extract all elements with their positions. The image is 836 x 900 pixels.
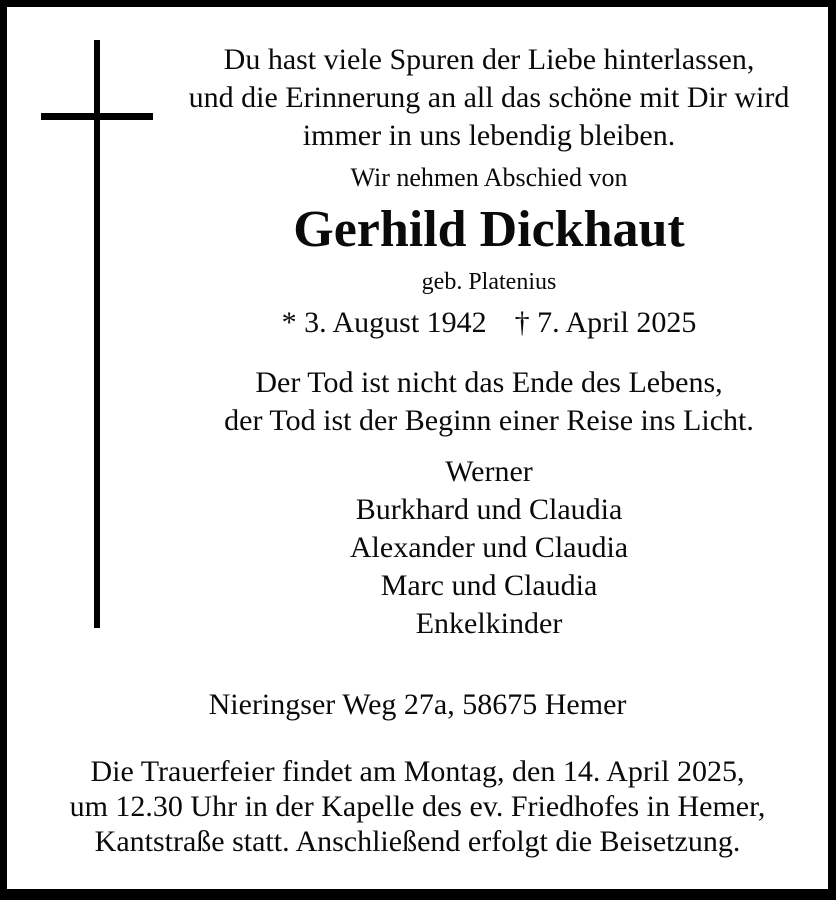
maiden-name: geb. Platenius — [421, 269, 557, 295]
mourner-name: Enkelkinder — [415, 607, 563, 640]
opening-verse-line: und die Erinnerung an all das schöne mit Dir wird — [188, 81, 790, 114]
funeral-details-line: Kantstraße statt. Anschließend erfolgt die Beisetzung. — [94, 825, 741, 858]
mourner-name: Marc und Claudia — [380, 569, 598, 602]
funeral-details-line: Die Trauerfeier findet am Montag, den 14. April 2025, — [90, 755, 745, 788]
mourners-list — [150, 453, 828, 643]
funeral-details-line: um 12.30 Uhr in der Kapelle des ev. Friedhofes in Hemer, — [69, 790, 766, 823]
mourner-name: Werner — [445, 455, 533, 488]
death-date: † 7. April 2025 — [514, 306, 697, 339]
mourner-name: Alexander und Claudia — [349, 531, 629, 564]
farewell-line: Wir nehmen Abschied von — [350, 163, 628, 192]
cross-horizontal-bar — [41, 113, 153, 120]
deceased-name: Gerhild Dickhaut — [293, 201, 685, 258]
memorial-verse — [150, 364, 828, 440]
family-address: Nieringser Weg 27a, 58675 Hemer — [208, 688, 627, 721]
mourner-name: Burkhard und Claudia — [355, 493, 623, 526]
life-dates — [150, 304, 828, 342]
opening-verse-line: immer in uns lebendig bleiben. — [302, 119, 676, 152]
opening-verse-line: Du hast viele Spuren der Liebe hinterlassen, — [223, 43, 755, 76]
memorial-verse-line: der Tod ist der Beginn einer Reise ins Licht. — [224, 404, 754, 437]
opening-verse — [150, 41, 828, 155]
memorial-verse-line: Der Tod ist nicht das Ende des Lebens, — [255, 366, 723, 399]
funeral-details — [7, 754, 828, 859]
birth-date: * 3. August 1942 — [281, 306, 487, 339]
cross-vertical-bar — [94, 40, 100, 628]
